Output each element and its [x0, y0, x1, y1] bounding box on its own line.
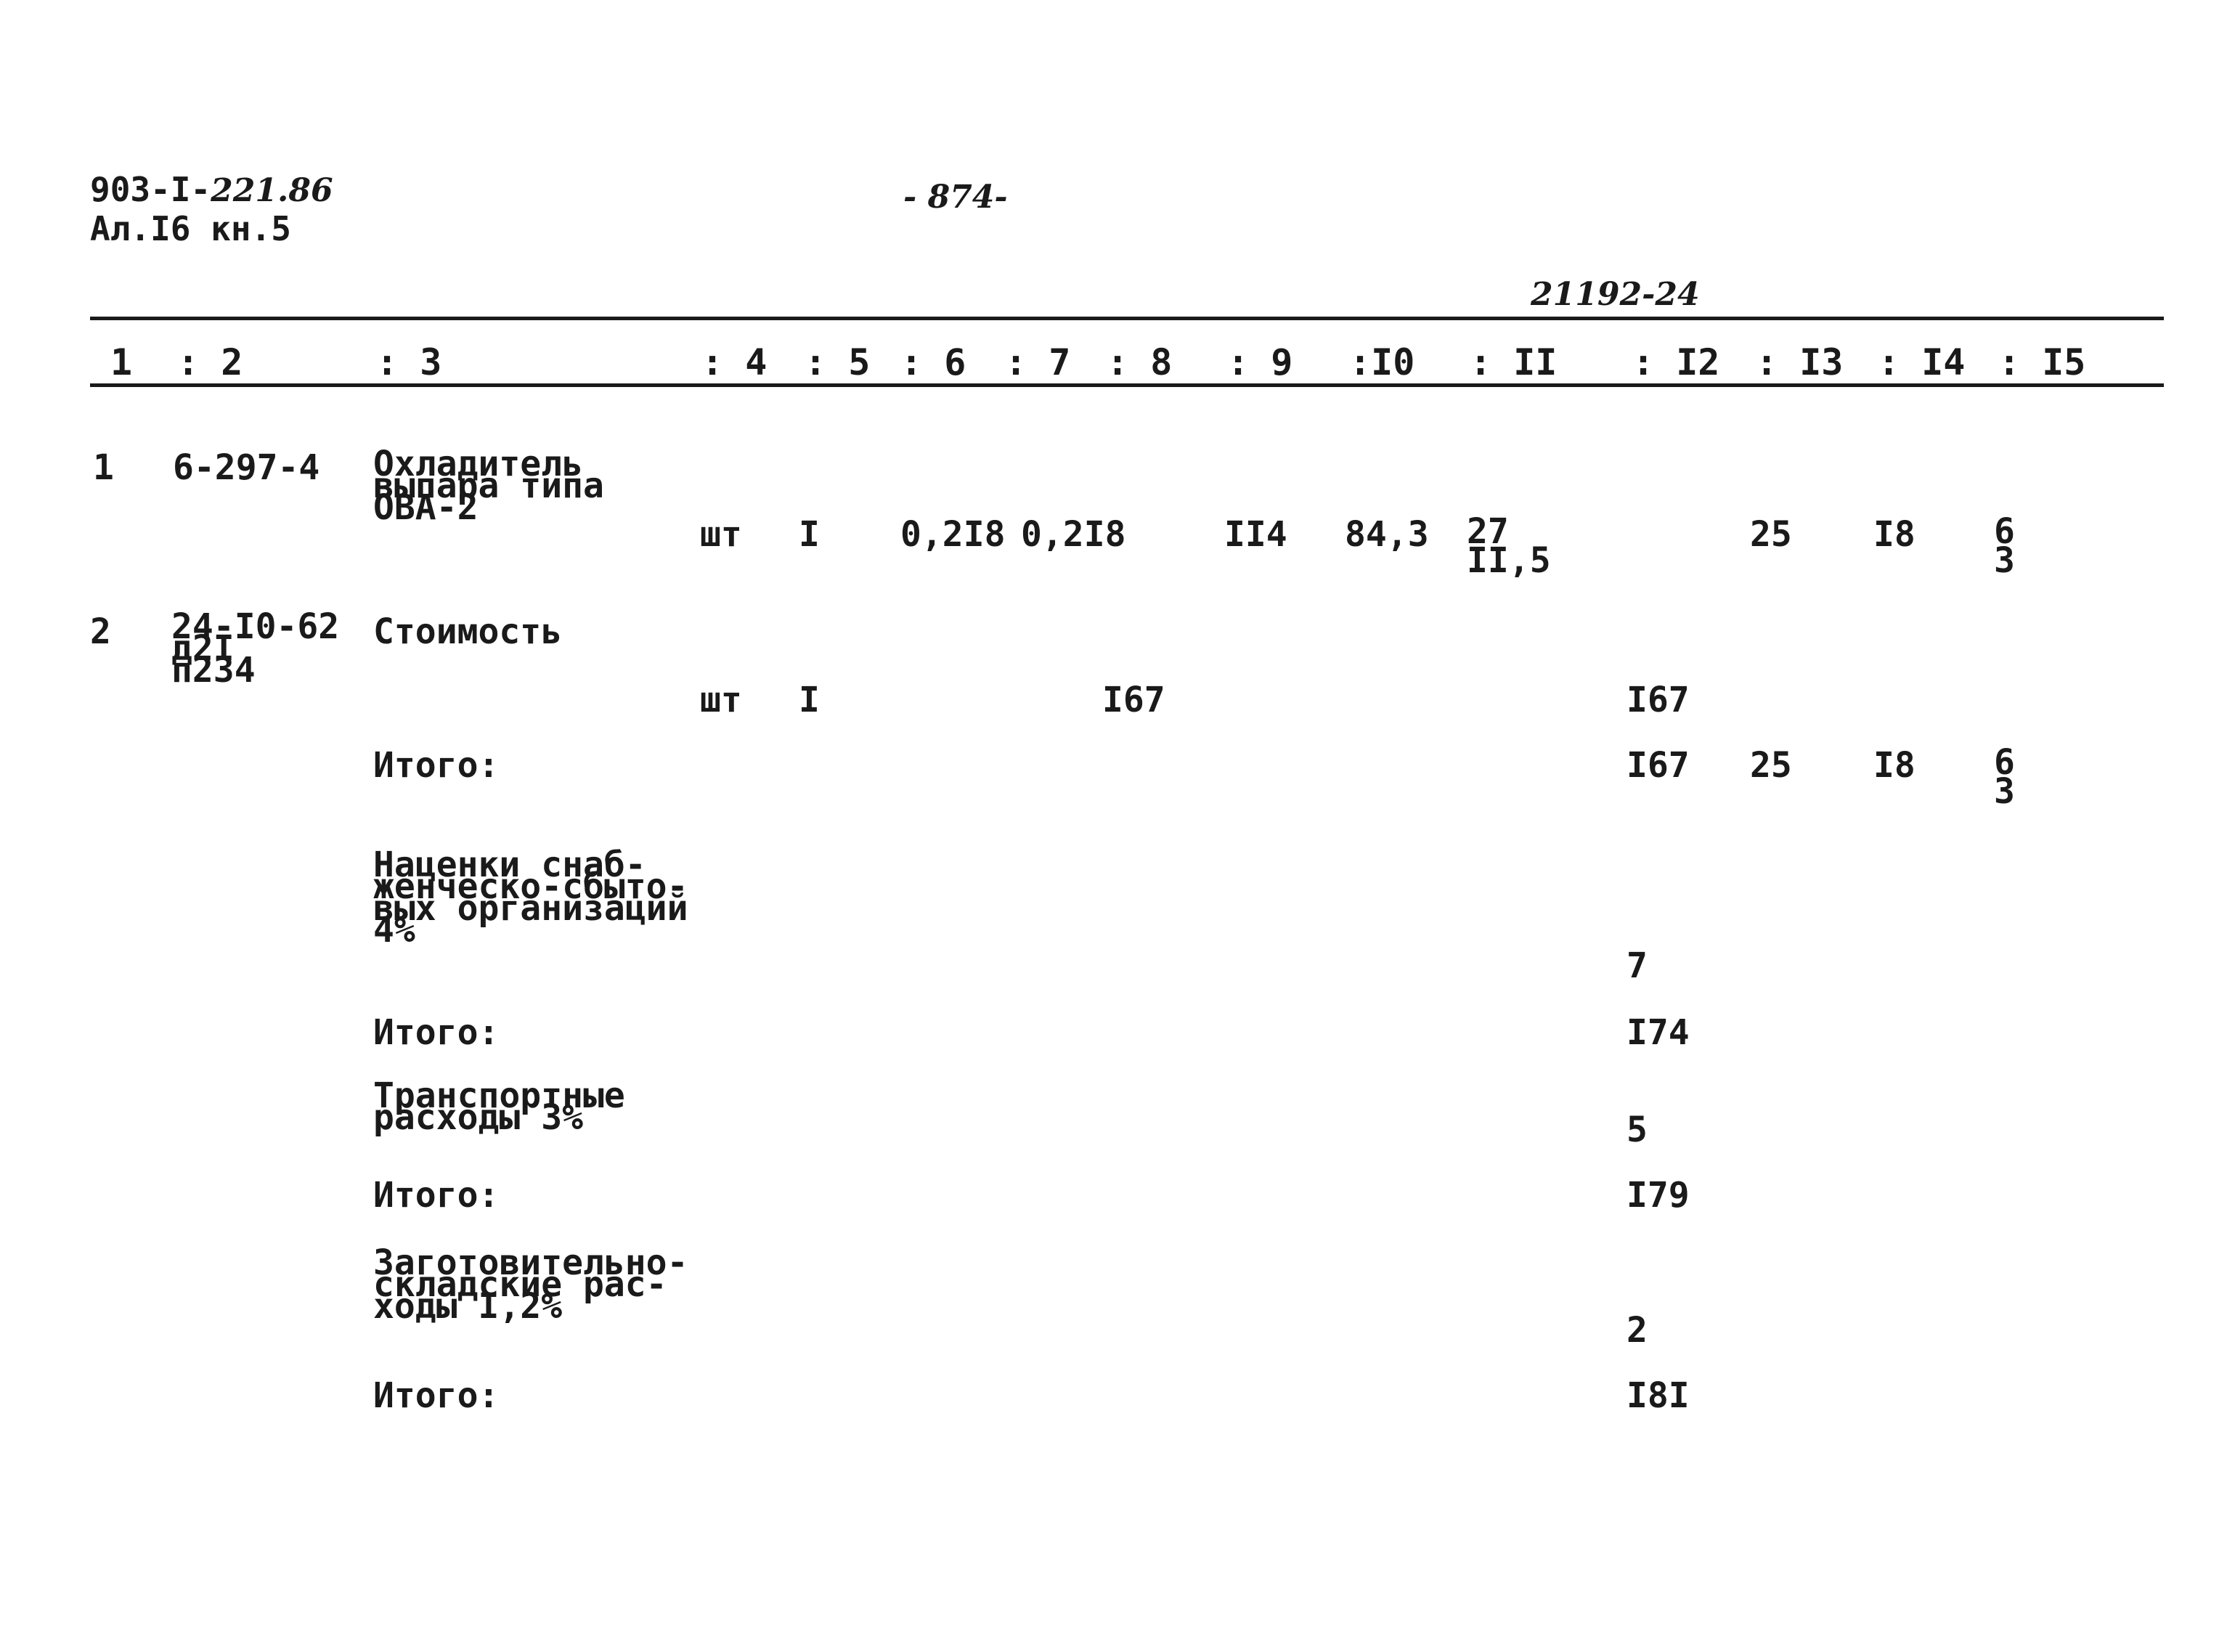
row-quantity: I [799, 680, 820, 720]
row-col7: 0,2I8 [1021, 514, 1126, 555]
row-code: 24-I0-62 д2I п234 [171, 606, 340, 691]
row-col10: 84,3 [1345, 514, 1429, 555]
column-header: : 3 [376, 341, 442, 383]
column-header: : 7 [1005, 341, 1071, 383]
row-name: Охладитель выпара типа ОВА-2 [373, 444, 604, 528]
column-header: : I5 [1998, 341, 2086, 383]
table-header-rule [90, 383, 2164, 387]
column-header: : I4 [1878, 341, 1966, 383]
total-col12: I67 [1627, 745, 1690, 786]
row-quantity: I [799, 514, 820, 555]
surcharge-value: 2 [1627, 1310, 1648, 1351]
sheet-line: Ал.I6 кн.5 [90, 209, 291, 248]
row-col9: II4 [1224, 514, 1287, 555]
total-label: Итого: [373, 1012, 500, 1053]
column-header: : 5 [805, 341, 871, 383]
column-header: : 8 [1107, 341, 1173, 383]
document-code [90, 170, 333, 209]
document-code-handwritten: 221.86 [211, 172, 333, 209]
row-col11: 27 II,5 [1467, 511, 1551, 581]
column-header: : II [1470, 341, 1558, 383]
row-col13: 25 [1750, 514, 1792, 555]
total-label: Итого: [373, 1375, 500, 1416]
row-number: 1 [93, 447, 114, 488]
column-header: : 4 [701, 341, 768, 383]
surcharge-label: Заготовительно- складские рас- ходы I,2% [373, 1242, 688, 1327]
total-col12: I8I [1627, 1375, 1690, 1416]
total-col13: 25 [1750, 745, 1792, 786]
total-label: Итого: [373, 1175, 500, 1216]
total-col15: 6 3 [1994, 742, 2015, 812]
row-col15: 6 3 [1994, 511, 2015, 581]
row-col6: 0,2I8 [900, 514, 1006, 555]
column-header: :I0 [1349, 341, 1415, 383]
column-header: : I2 [1632, 341, 1720, 383]
table-top-rule [90, 317, 2164, 320]
row-unit: шт [700, 680, 742, 720]
surcharge-label: Транспортные расходы 3% [373, 1075, 625, 1138]
column-header: : I3 [1756, 341, 1844, 383]
column-header: : 6 [900, 341, 966, 383]
surcharge-label: Наценки снаб- женческо-сбыто- вых организаций 4% [373, 845, 688, 951]
row-code: 6-297-4 [173, 447, 320, 488]
row-name: Стоимость [373, 611, 563, 652]
surcharge-value: 7 [1627, 945, 1648, 986]
column-header: 1 [110, 341, 133, 383]
row-unit: шт [700, 514, 742, 555]
row-number: 2 [90, 611, 111, 652]
total-col14: I8 [1873, 745, 1916, 786]
surcharge-value: 5 [1627, 1110, 1648, 1150]
column-header: : 9 [1227, 341, 1293, 383]
row-col14: I8 [1873, 514, 1916, 555]
archive-stamp: 21192-24 [1531, 276, 1700, 313]
row-col12: I67 [1627, 680, 1690, 720]
total-col12: I74 [1627, 1012, 1690, 1053]
row-col8: I67 [1102, 680, 1165, 720]
total-col12: I79 [1627, 1175, 1690, 1216]
column-header: : 2 [177, 341, 243, 383]
document-code-printed: 903-I- [90, 170, 211, 209]
page-number: - 874- [903, 179, 1008, 216]
total-label: Итого: [373, 745, 500, 786]
